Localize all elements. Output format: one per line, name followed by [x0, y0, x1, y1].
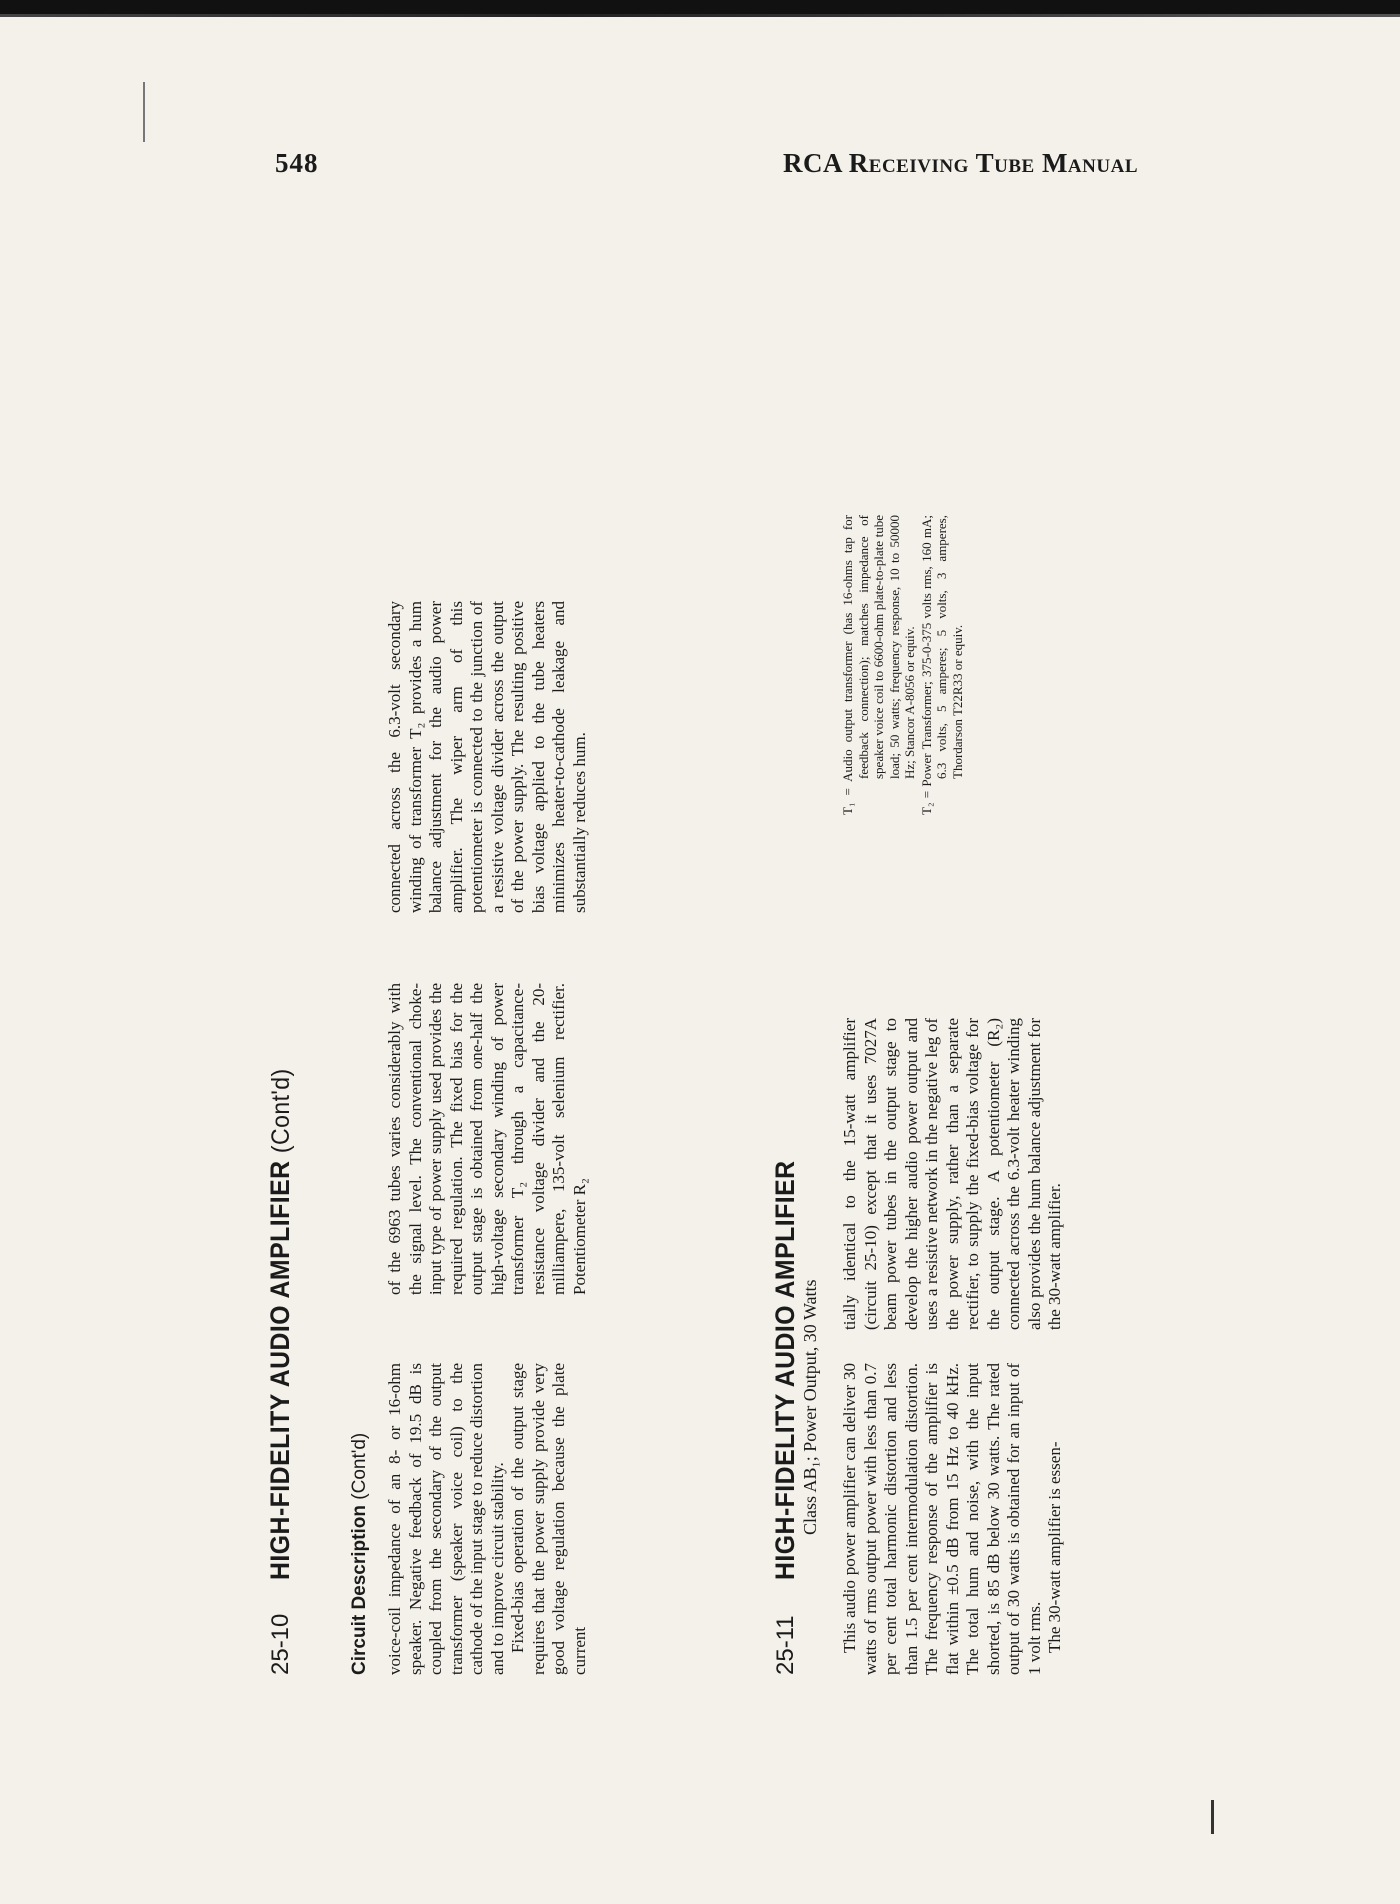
rotated-page-content — [265, 205, 1225, 1675]
running-head-title: Receiving Tube Manual — [848, 148, 1138, 178]
running-head-prefix: RCA — [783, 148, 842, 178]
section-title — [265, 1068, 296, 1580]
text-column-2 — [840, 1018, 1066, 1330]
paragraph: connected across the 6.3-volt secondary winding of transformer T₂ provides a hum balance adjustment for the audio power amplifier. The wiper arm of this potentiometer is connected to the junction of a resistive voltage divider across the output of the power supply. The resulting positive bias voltage applied to the tube heaters minimizes heater-to-cathode leakage and substantially reduces hum. — [385, 601, 589, 913]
section-title-contd: (Cont'd) — [267, 1068, 295, 1154]
section-25-11 — [770, 205, 1064, 1675]
text-column-3 — [385, 601, 590, 913]
subsection-heading-contd: (Cont'd) — [349, 1432, 370, 1500]
paragraph: voice-coil impedance of an 8- or 16-ohm speaker. Negative feedback of 19.5 dB is coupled from the secondary of the output transformer (speaker voice coil) to the cathode of the input stage to reduce distortion and to improve circuit stability. — [385, 1363, 507, 1675]
section-number: 25-10 — [267, 1613, 294, 1675]
section-header — [770, 205, 820, 1675]
section-title: HIGH-FIDELITY AUDIO AMPLIFIER — [770, 1160, 800, 1580]
section-subtitle: Class AB₁; Power Output, 30 Watts — [800, 1279, 820, 1535]
margin-mark — [143, 82, 145, 142]
paragraph: of the 6963 tubes varies considerably with the signal level. The conventional choke-input type of power supply used provides the required regulation. The fixed bias for the output stage is obtained from one-half the high-voltage secondary winding of power transformer T₂ through a capacitance-resistance voltage divider and the 20-milliampere, 135-volt selenium rectifier. Potentiometer R₂ — [385, 983, 589, 1295]
text-column-1 — [385, 1363, 590, 1675]
section-number: 25-11 — [772, 1615, 799, 1675]
paragraph: This audio power amplifier can deliver 30 watts of rms output power with less than 0.7 per cent total harmonic distortion and less than 1.5 per cent intermodulation distortion. The frequency response of the amplifier is flat within ±0.5 dB from 15 Hz to 40 kHz. The total hum and noise, with the input shorted, is 85 dB below 30 watts. The rated output of 30 watts is obtained for an input of 1 volt rms. — [840, 1363, 1044, 1675]
scan-top-edge — [0, 0, 1400, 16]
section-25-10 — [265, 205, 589, 1675]
running-head — [783, 148, 1138, 179]
section-header — [265, 205, 311, 1675]
paragraph: tially identical to the 15-watt amplifier (circuit 25-10) except that it uses 7027A beam power tubes in the output stage to develop the higher audio power output and uses a resistive network in the negative leg of the power supply, rather than a separate rectifier, to supply the fixed-bias voltage for the output stage. A potentiometer (R₂) connected across the 6.3-volt heater winding also provides the hum balance adjustment for the 30-watt amplifier. — [840, 1018, 1064, 1330]
text-column-1 — [840, 1363, 1066, 1675]
note-t1: T₁ = Audio output transformer (has 16-ohms tap for feedback connection); matches impedance of speaker voice coil to 6600-ohm plate-to-plate tube load; 50 watts; frequency response, 10 to 50000 Hz; Stancor A-8056 or equiv. — [840, 515, 917, 815]
page-number: 548 — [275, 148, 319, 178]
subsection-heading — [349, 1433, 371, 1675]
section-title-text: HIGH-FIDELITY AUDIO AMPLIFIER — [265, 1160, 295, 1580]
text-column-2 — [385, 983, 590, 1295]
paragraph: Fixed-bias operation of the output stage requires that the power supply provide very good voltage regulation because the plate current — [508, 1363, 589, 1675]
component-notes — [840, 515, 966, 815]
pencil-mark — [1211, 1800, 1214, 1834]
note-t2: T₂ = Power Transformer; 375-0-375 volts rms, 160 mA; 6.3 volts, 5 amperes; 5 volts, 3 amperes, Thordarson T22R33 or equiv. — [918, 515, 965, 815]
subsection-heading-text: Circuit Description — [349, 1505, 370, 1675]
paragraph: The 30-watt amplifier is essen- — [1045, 1441, 1064, 1653]
